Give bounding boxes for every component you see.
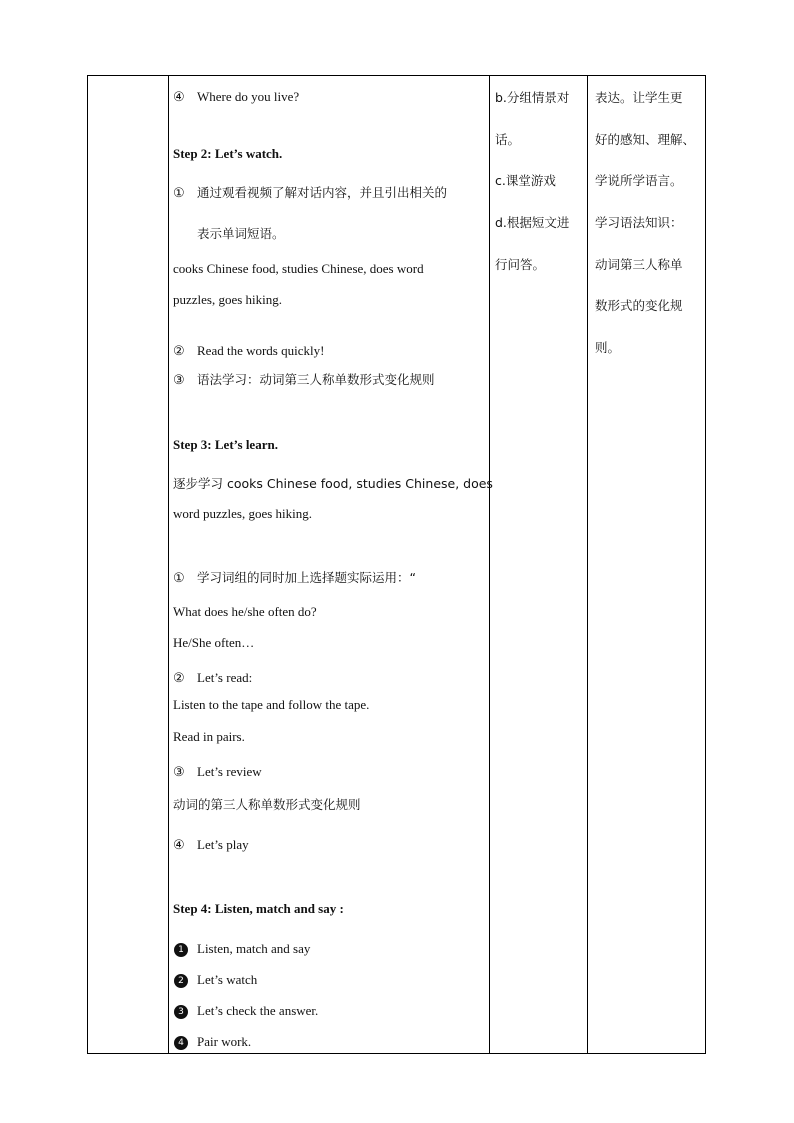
step3-item2: Let’s read:	[197, 670, 253, 685]
step3-title: Step 3: Let’s learn.	[173, 437, 278, 452]
purpose-line: 则。	[595, 340, 621, 355]
marker-4: ④	[173, 89, 185, 104]
step4-item4: Pair work.	[197, 1034, 252, 1049]
marker-4: ④	[173, 837, 185, 852]
item-where-do-you-live: Where do you live?	[197, 89, 300, 104]
purpose-line: 动词第三人称单	[595, 257, 683, 272]
phrases-line1: cooks Chinese food, studies Chinese, does word	[173, 261, 424, 276]
marker-filled-2: 2	[174, 974, 188, 988]
purpose-line: 学说所学语言。	[595, 173, 683, 188]
activity-line: 行问答。	[495, 257, 546, 272]
step2-title: Step 2: Let’s watch.	[173, 146, 283, 161]
step3-item1: 学习词组的同时加上选择题实际运用：“	[197, 570, 416, 585]
step4-title: Step 4: Listen, match and say :	[173, 901, 344, 916]
purpose-line: 学习语法知识：	[595, 215, 683, 230]
rule-line: 动词的第三人称单数形式变化规则	[173, 797, 361, 812]
column-divider	[489, 76, 490, 1053]
marker-2: ②	[173, 343, 185, 358]
step4-item1: Listen, match and say	[197, 941, 311, 956]
marker-1: ①	[173, 570, 185, 585]
marker-filled-3: 3	[174, 1005, 188, 1019]
purpose-line: 好的感知、理解、	[595, 132, 696, 147]
column-divider	[168, 76, 169, 1053]
marker-1: ①	[173, 185, 185, 200]
answer-line: He/She often…	[173, 635, 255, 650]
step3-item3: Let’s review	[197, 764, 262, 779]
read-pairs-line: Read in pairs.	[173, 729, 245, 744]
question-line: What does he/she often do?	[173, 604, 317, 619]
step2-item2: Read the words quickly!	[197, 343, 325, 358]
step4-item2: Let’s watch	[197, 972, 258, 987]
purpose-line: 数形式的变化规	[595, 298, 683, 313]
marker-3: ③	[173, 764, 185, 779]
column-divider	[587, 76, 588, 1053]
activity-line: c.课堂游戏	[495, 173, 556, 188]
step2-item3: 语法学习：动词第三人称单数形式变化规则	[197, 372, 435, 387]
purpose-line: 表达。让学生更	[595, 90, 683, 105]
activity-line: 话。	[495, 132, 521, 147]
step2-item1-line2: 表示单词短语。	[197, 226, 285, 241]
activity-line: d.根据短文进	[495, 215, 570, 230]
step3-item4: Let’s play	[197, 837, 249, 852]
marker-2: ②	[173, 670, 185, 685]
activity-line: b.分组情景对	[495, 90, 570, 105]
step4-item3: Let’s check the answer.	[197, 1003, 319, 1018]
step2-item1-line1: 通过观看视频了解对话内容，并且引出相关的	[197, 185, 448, 200]
marker-filled-1: 1	[174, 943, 188, 957]
step3-intro-line1: 逐步学习 cooks Chinese food, studies Chinese, does	[173, 476, 493, 491]
step3-intro-line2: word puzzles, goes hiking.	[173, 506, 313, 521]
phrases-line2: puzzles, goes hiking.	[173, 292, 283, 307]
marker-filled-4: 4	[174, 1036, 188, 1050]
listen-line: Listen to the tape and follow the tape.	[173, 697, 370, 712]
marker-3: ③	[173, 372, 185, 387]
